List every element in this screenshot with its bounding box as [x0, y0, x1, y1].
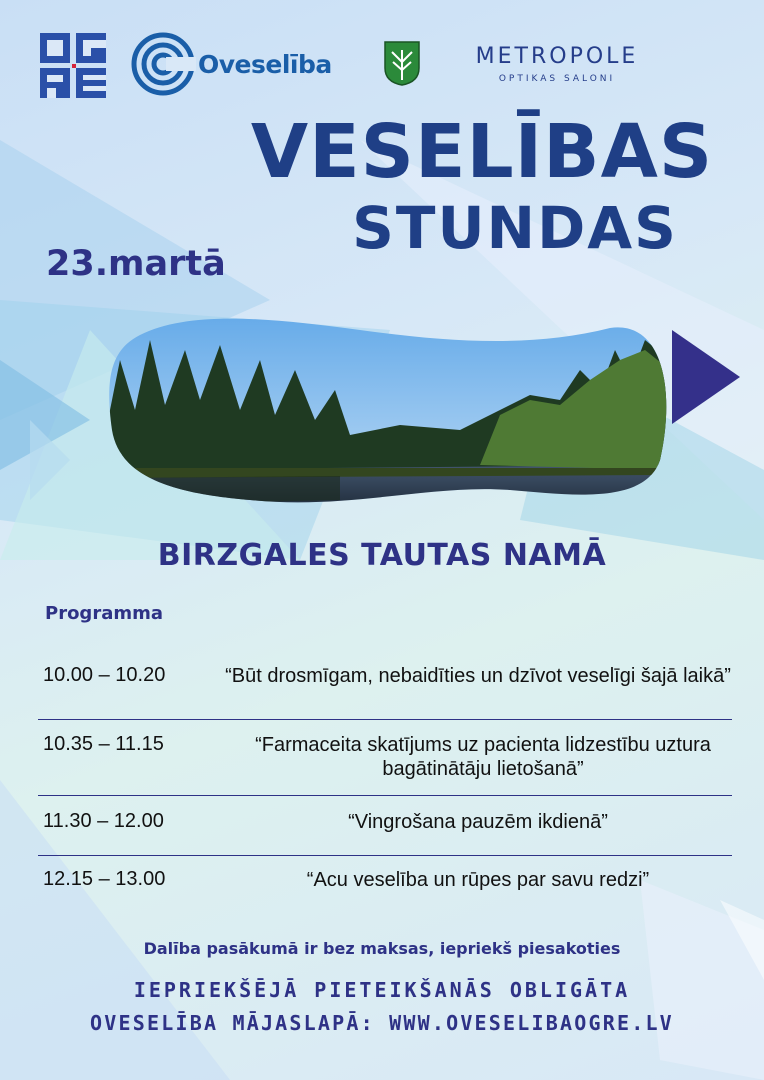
metropole-logo: [450, 44, 664, 84]
program-title: “Farmaceita skatījums uz pacienta lidzestību uztura bagātinātāju lietošanā”: [255, 734, 711, 780]
coat-of-arms-icon: [383, 40, 421, 86]
play-arrow-icon: [672, 330, 740, 424]
lake-photo: [100, 300, 670, 510]
event-date: 23.martā: [46, 244, 226, 284]
divider: [38, 719, 732, 720]
metropole-name: METROPOLE: [475, 44, 639, 69]
website-link[interactable]: OVESELĪBA MĀJASLAPĀ: WWW.OVESELIBAOGRE.LV: [90, 1011, 674, 1035]
program-time: 12.15 – 13.00: [43, 868, 166, 890]
program-title: “Acu veselība un rūpes par savu redzi”: [306, 869, 650, 891]
title-line-1: VESELĪBAS: [250, 109, 714, 195]
oveseliba-circle-icon: [130, 31, 196, 97]
divider: [38, 855, 732, 856]
venue-name: BIRZGALES TAUTAS NAMĀ: [157, 538, 607, 573]
oveseliba-logo: [130, 30, 360, 98]
program-time: 10.35 – 11.15: [43, 733, 164, 755]
title-line-2: STUNDAS: [352, 194, 678, 262]
free-participation-note: Dalība pasākumā ir bez maksas, iepriekš piesakoties: [143, 939, 621, 958]
ogre-logo: [38, 30, 110, 100]
program-title: “Būt drosmīgam, nebaidīties un dzīvot veselīgi šajā laikā”: [225, 665, 731, 687]
program-time: 10.00 – 10.20: [43, 664, 166, 686]
metropole-subtitle: OPTIKAS SALONI: [498, 74, 616, 84]
program-title: “Vingrošana pauzēm ikdienā”: [348, 811, 608, 833]
program-time: 11.30 – 12.00: [43, 810, 164, 832]
registration-obligatory: IEPRIEKŠĒJĀ PIETEIKŠANĀS OBLIGĀTA: [133, 978, 631, 1002]
divider: [38, 795, 732, 796]
oveseliba-logo-text: Oveselība: [198, 49, 332, 79]
program-heading: Programma: [45, 603, 164, 624]
